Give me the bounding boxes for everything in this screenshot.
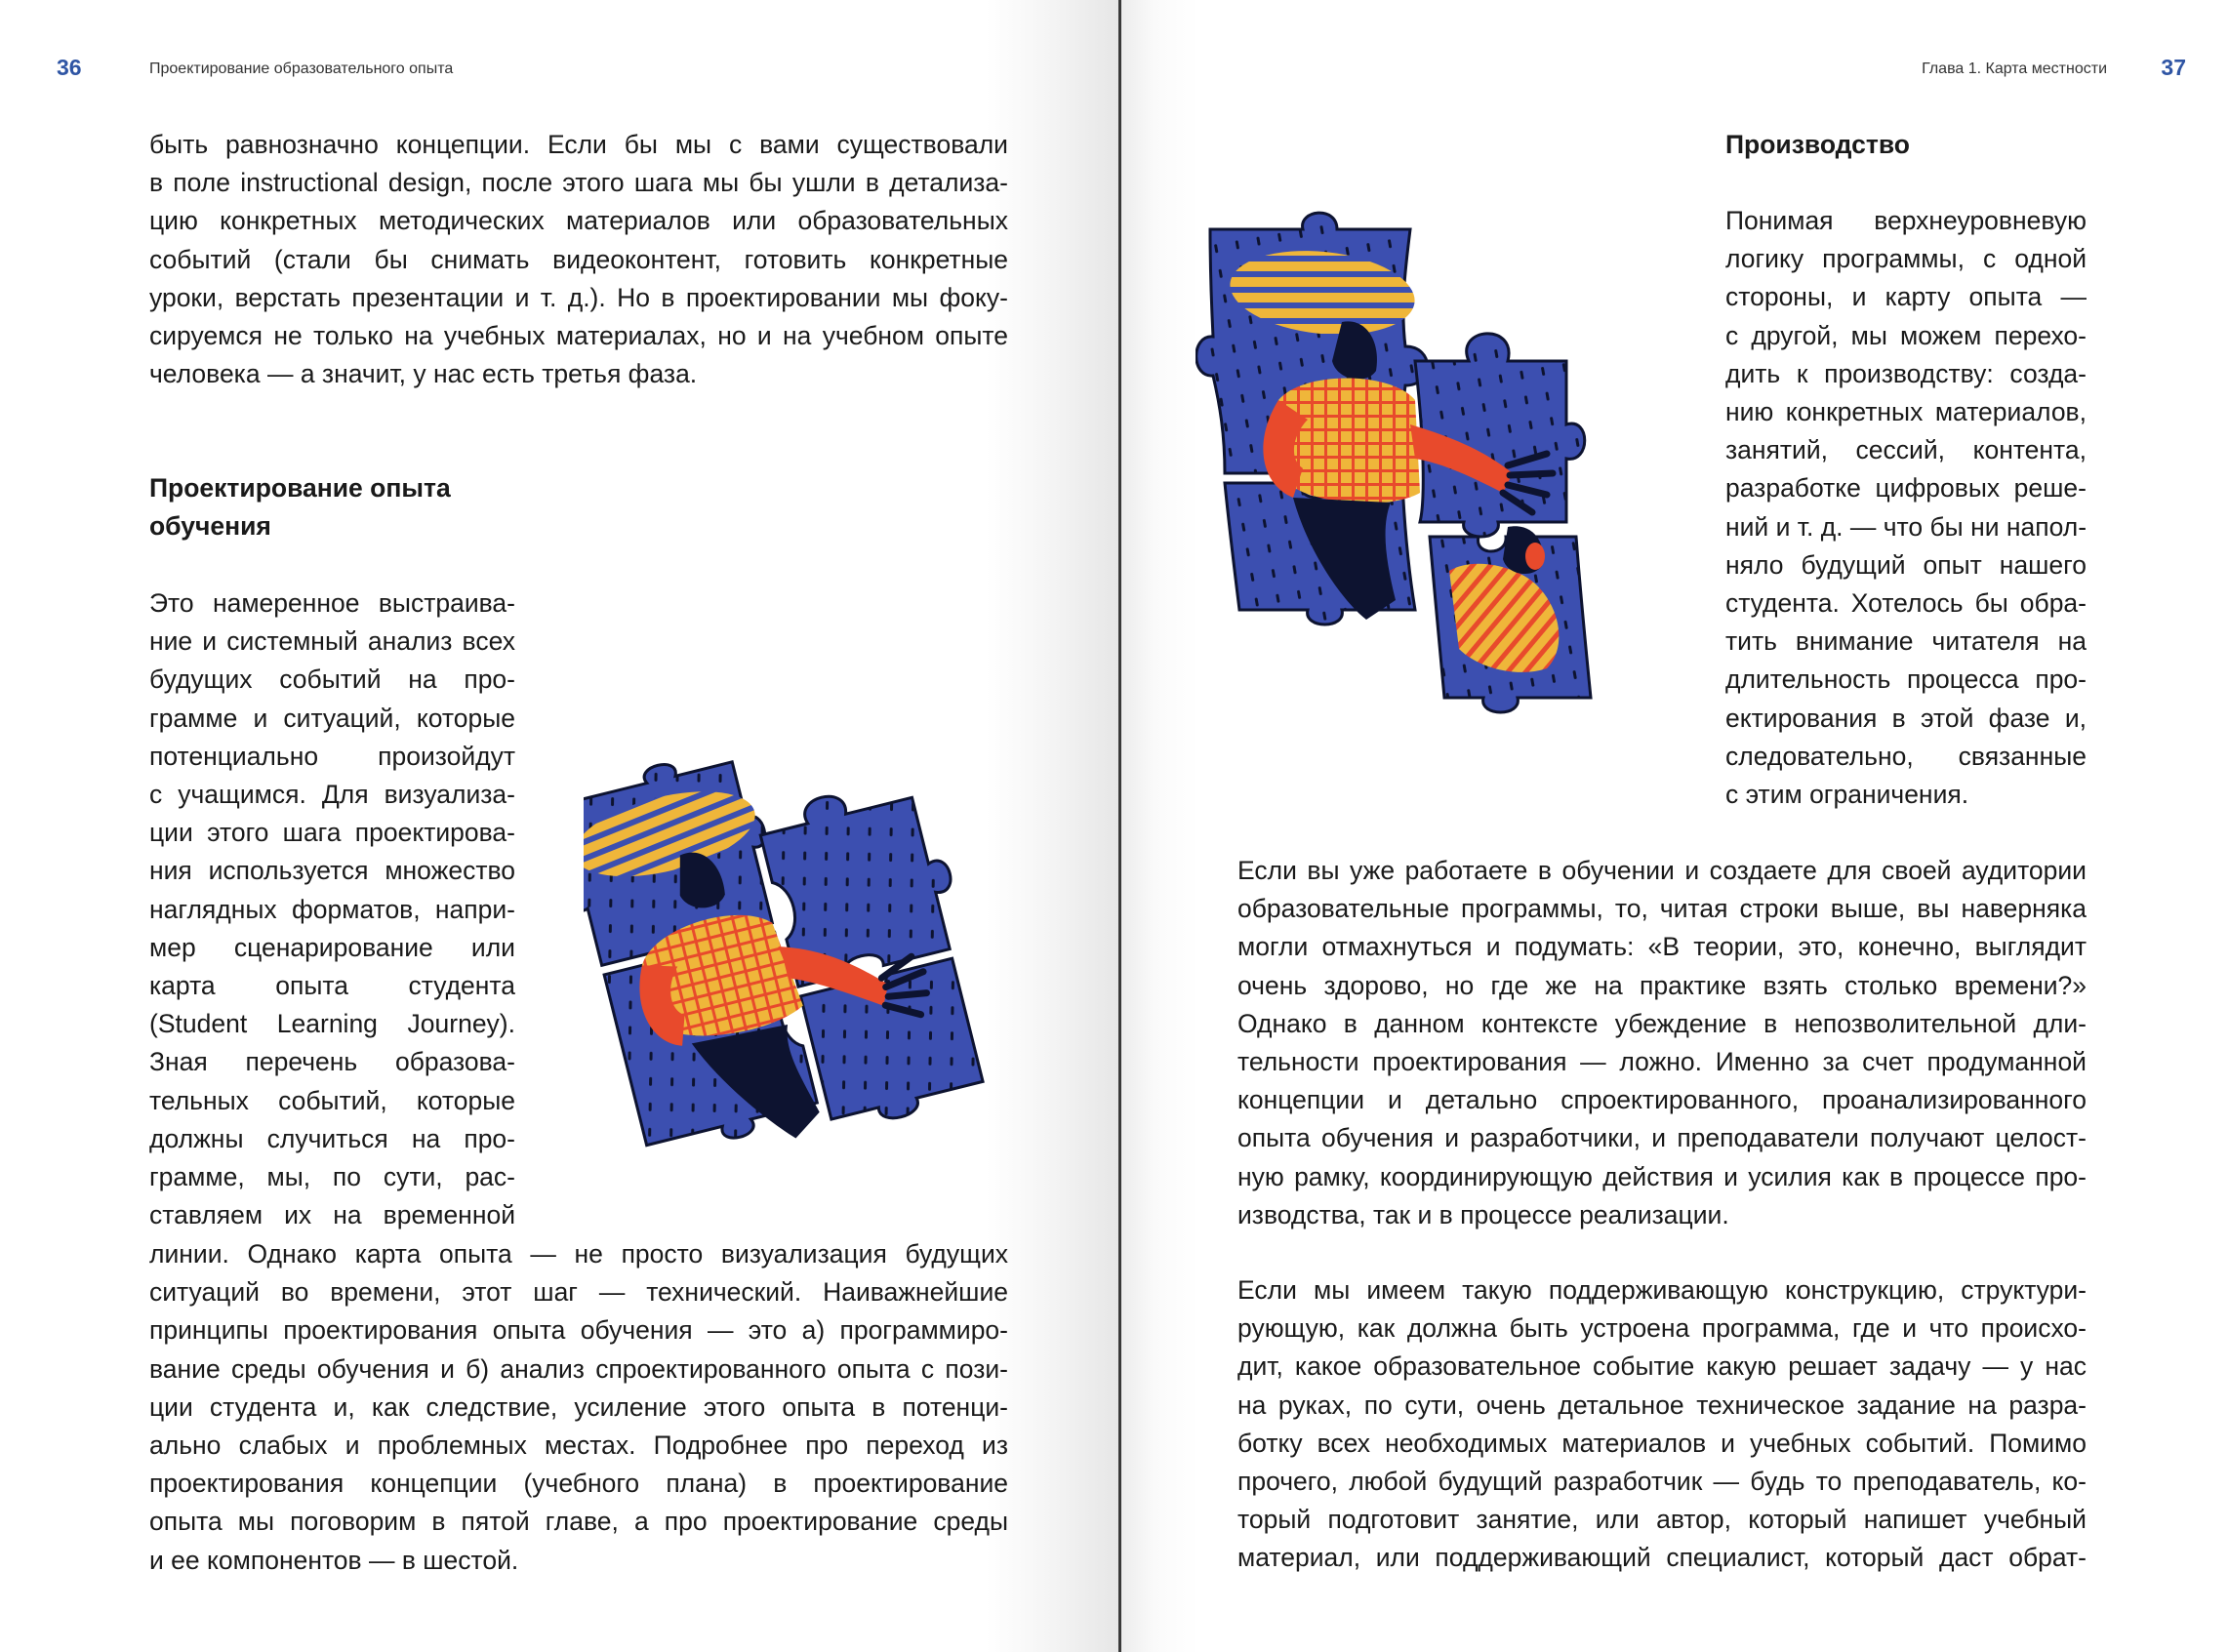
text-line: ботку всех необходимых материалов и учебных событий. Помимо	[1237, 1428, 2087, 1458]
text-line: ально слабых и проблемных местах. Подробнее про переход из	[149, 1430, 1008, 1461]
text-line: и ее компонентов — в шестой.	[149, 1545, 519, 1575]
text-line: рующую, как должна быть устроена программа, где и что происхо-	[1237, 1313, 2087, 1344]
text-line: грамме, мы, по сути, рас-	[149, 1162, 515, 1192]
text-line: с другой, мы можем перехо-	[1725, 320, 2087, 350]
text-line: материал, или поддерживающий специалист, который даст обрат-	[1237, 1543, 2087, 1573]
text-line: концепции и детально спроектированного, проанализированного	[1237, 1085, 2087, 1115]
puzzle-people-illustration-left	[584, 732, 1013, 1161]
text-line: разработке цифровых реше-	[1725, 473, 2087, 504]
production-paragraph-2	[1237, 852, 2087, 1234]
text-line: должны случиться на про-	[149, 1123, 515, 1153]
section-heading-production: Производство	[1725, 130, 1910, 159]
text-line: ситуаций во времени, этот шаг — технический. Наиважнейшие	[149, 1277, 1008, 1308]
text-line: на руках, по сути, очень детальное техническое задание на разра-	[1237, 1390, 2087, 1420]
section-heading-experience-design	[149, 469, 451, 545]
text-line: изводства, так и в процессе реализации.	[1237, 1199, 1729, 1229]
text-line: наглядных форматов, напри-	[149, 894, 515, 924]
text-line: следовательно, связанные	[1725, 741, 2087, 771]
text-line: тельности проектирования — ложно. Именно за счет продуманной	[1237, 1047, 2087, 1077]
text-line: логику программы, с одной	[1725, 244, 2087, 274]
text-line: студента. Хотелось бы обра-	[1725, 588, 2087, 619]
text-line: Понимая верхнеуровневую	[1725, 206, 2087, 235]
text-line: линии. Однако карта опыта — не просто визуализация будущих	[149, 1239, 1008, 1269]
text-line: няло будущий опыт нашего	[1725, 549, 2087, 580]
text-line: сируемся не только на учебных материалах, но и на учебном опыте	[149, 321, 1008, 351]
text-line: потенциально произойдут	[149, 741, 515, 771]
text-line: принципы проектирования опыта обучения — это а) программиро-	[149, 1315, 1008, 1346]
puzzle-people-illustration-right	[1196, 190, 1664, 717]
page-number-right: 37	[2161, 55, 2186, 80]
production-paragraph-3	[1237, 1271, 2087, 1578]
text-line: вание среды обучения и б) анализ спроектированного опыта с пози-	[149, 1353, 1008, 1384]
text-line: человека — а значит, у нас есть третья фаза.	[149, 359, 698, 389]
text-line: карта опыта студента	[149, 971, 515, 1001]
text-line: с учащимся. Для визуализа-	[149, 780, 515, 810]
text-line: в поле instructional design, после этого шага мы бы ушли в детализа-	[149, 168, 1008, 198]
text-line: очень здорово, но где же на практике взять столько времени?»	[1237, 970, 2087, 1000]
text-line: ции студента и, как следствие, усиление этого опыта в потенци-	[149, 1391, 1008, 1422]
text-line: тить внимание читателя на	[1725, 626, 2087, 657]
text-line: ции этого шага проектирова-	[149, 818, 515, 848]
text-line: стороны, и карту опыта —	[1725, 282, 2087, 312]
text-line: с этим ограничения.	[1725, 780, 1969, 810]
text-line: торый подготовит занятие, или автор, который напишет учебный	[1237, 1505, 2087, 1535]
text-line: событий (стали бы снимать видеоконтент, готовить конкретные	[149, 244, 1008, 274]
text-line: Это намеренное выстраива-	[149, 588, 515, 618]
text-line: ектирования в этой фазе и,	[1725, 703, 2087, 733]
text-line: образовательные программы, то, читая строки выше, вы наверняка	[1237, 894, 2087, 924]
text-line: ния используется множество	[149, 856, 515, 886]
text-line: ние и системный анализ всех	[149, 626, 515, 657]
running-header-left: Проектирование образовательного опыта	[149, 60, 454, 77]
text-line: дит, какое образовательное событие какую решает задачу — у нас	[1237, 1351, 2087, 1382]
text-line: Однако в данном контексте убеждение в непозволительной дли-	[1237, 1008, 2087, 1038]
running-header-right: Глава 1. Карта местности	[1922, 60, 2107, 77]
text-line: дить к производству: созда-	[1725, 358, 2087, 388]
book-spine	[1118, 0, 1121, 1652]
text-line: тельных событий, которые	[149, 1085, 515, 1115]
text-line: прочего, любой будущий разработчик — будь то преподаватель, ко-	[1237, 1467, 2087, 1497]
text-line: грамме и ситуаций, которые	[149, 703, 515, 733]
heading-line: Проектирование опыта	[149, 473, 451, 503]
text-line: Если вы уже работаете в обучении и создаете для своей аудитории	[1237, 856, 2087, 885]
text-line: нию конкретных материалов,	[1725, 397, 2087, 427]
text-line: опыта мы поговорим в пятой главе, а про проектирование среды	[149, 1507, 1008, 1537]
heading-line: обучения	[149, 511, 271, 542]
experience-paragraph-narrow	[149, 584, 515, 1234]
text-line: цию конкретных методических материалов или образовательных	[149, 206, 1008, 236]
text-line: могли отмахнуться и подумать: «В теории, это, конечно, выглядит	[1237, 932, 2087, 962]
text-line: Зная перечень образова-	[149, 1047, 515, 1077]
production-paragraph-narrow	[1725, 202, 2087, 814]
text-line: (Student Learning Journey).	[149, 1009, 515, 1039]
text-line: проектирования концепции (учебного плана) в проектирование	[149, 1469, 1008, 1499]
text-line: Если мы имеем такую поддерживающую конструкцию, структури-	[1237, 1275, 2087, 1305]
text-line: уроки, верстать презентации и т. д.). Но в проектировании мы фоку-	[149, 282, 1008, 312]
text-line: занятий, сессий, контента,	[1725, 435, 2087, 465]
intro-paragraph	[149, 126, 1008, 393]
text-line: ний и т. д. — что бы ни напол-	[1725, 511, 2087, 542]
page-number-left: 36	[57, 55, 82, 80]
text-line: быть равнозначно концепции. Если бы мы с вами существовали	[149, 130, 1008, 159]
text-line: опыта обучения и разработчики, и преподаватели получают целост-	[1237, 1123, 2087, 1153]
text-line: ставляем их на временной	[149, 1200, 515, 1230]
text-line: длительность процесса про-	[1725, 665, 2087, 695]
text-line: ную рамку, координирующую действия и усилия как в процессе про-	[1237, 1161, 2087, 1191]
experience-paragraph-wide	[149, 1235, 1008, 1580]
text-line: будущих событий на про-	[149, 665, 515, 695]
text-line: мер сценарирование или	[149, 932, 515, 962]
